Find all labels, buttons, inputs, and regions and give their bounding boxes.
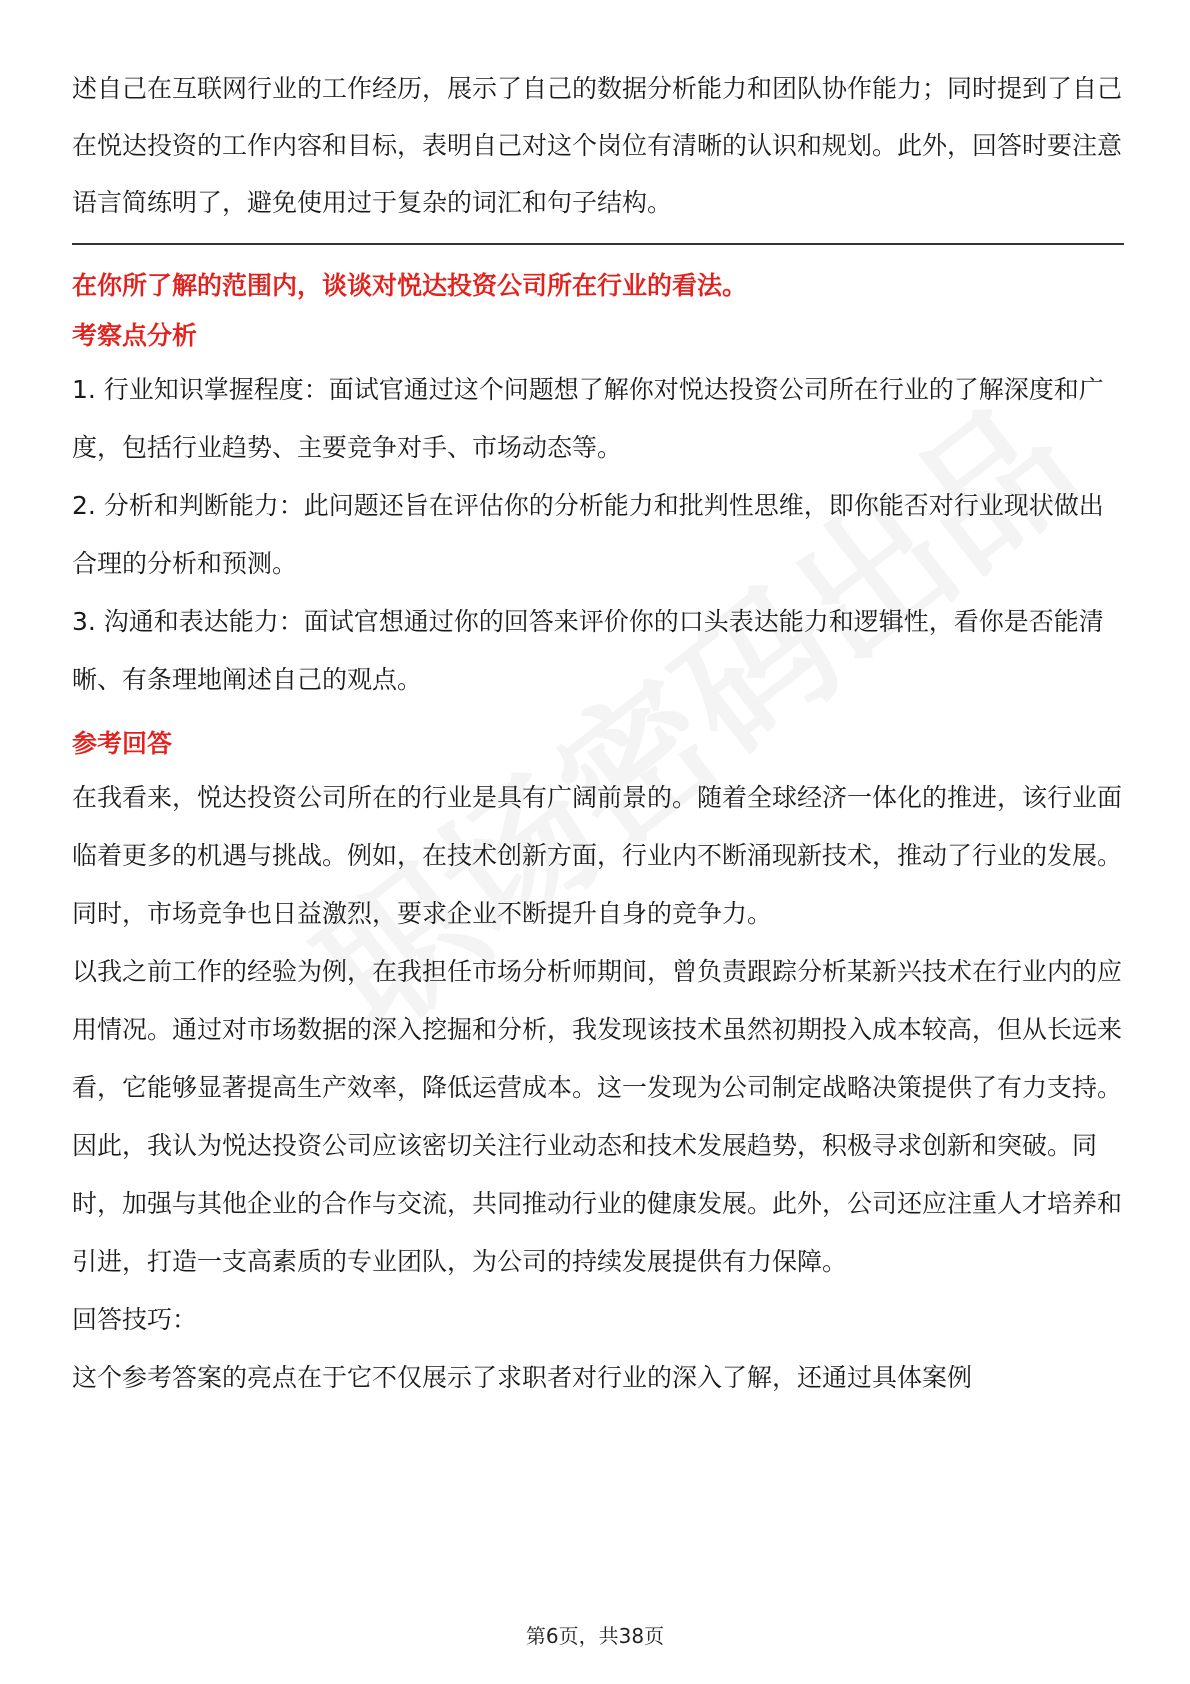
intro-paragraph: 述自己在互联网行业的工作经历，展示了自己的数据分析能力和团队协作能力；同时提到了自己在悦达投资的工作内容和目标，表明自己对这个岗位有清晰的认识和规划。此外，回答时要注意语言简练明了，避免使用过于复杂的词汇和句子结构。: [72, 74, 1123, 217]
section-divider: [72, 243, 1124, 245]
analysis-section: [72, 311, 1124, 709]
tips-label: 回答技巧：: [72, 1305, 198, 1334]
answer-section: [72, 719, 1124, 1407]
question-title: 在你所了解的范围内，谈谈对悦达投资公司所在行业的看法。: [72, 271, 748, 300]
answer-heading: 参考回答: [72, 729, 173, 758]
answer-paragraph: 以我之前工作的经验为例，在我担任市场分析师期间，曾负责跟踪分析某新兴技术在行业内的应用情况。通过对市场数据的深入挖掘和分析，我发现该技术虽然初期投入成本较高，但从长远来看，它能够显著提高生产效率，降低运营成本。这一发现为公司制定战略决策提供了有力支持。: [72, 957, 1123, 1102]
answer-paragraph: 因此，我认为悦达投资公司应该密切关注行业动态和技术发展趋势，积极寻求创新和突破。同时，加强与其他企业的合作与交流，共同推动行业的健康发展。此外，公司还应注重人才培养和引进，打造一支高素质的专业团队，为公司的持续发展提供有力保障。: [72, 1131, 1123, 1276]
tips-text: 这个参考答案的亮点在于它不仅展示了求职者对行业的深入了解，还通过具体案例: [72, 1363, 973, 1392]
analysis-point: 1. 行业知识掌握程度：面试官通过这个问题想了解你对悦达投资公司所在行业的了解深度和广度，包括行业趋势、主要竞争对手、市场动态等。: [72, 375, 1104, 462]
answer-paragraph: 在我看来，悦达投资公司所在的行业是具有广阔前景的。随着全球经济一体化的推进，该行业面临着更多的机遇与挑战。例如，在技术创新方面，行业内不断涌现新技术，推动了行业的发展。同时，市场竞争也日益激烈，要求企业不断提升自身的竞争力。: [72, 783, 1123, 928]
analysis-point: 3. 沟通和表达能力：面试官想通过你的回答来评价你的口头表达能力和逻辑性，看你是否能清晰、有条理地阐述自己的观点。: [72, 607, 1104, 694]
intro-section: [72, 60, 1124, 231]
page-footer: 第6页，共38页: [525, 1624, 665, 1648]
analysis-point: 2. 分析和判断能力：此问题还旨在评估你的分析能力和批判性思维，即你能否对行业现状做出合理的分析和预测。: [72, 491, 1104, 578]
analysis-heading: 考察点分析: [72, 321, 198, 350]
document-page: [72, 60, 1124, 1407]
